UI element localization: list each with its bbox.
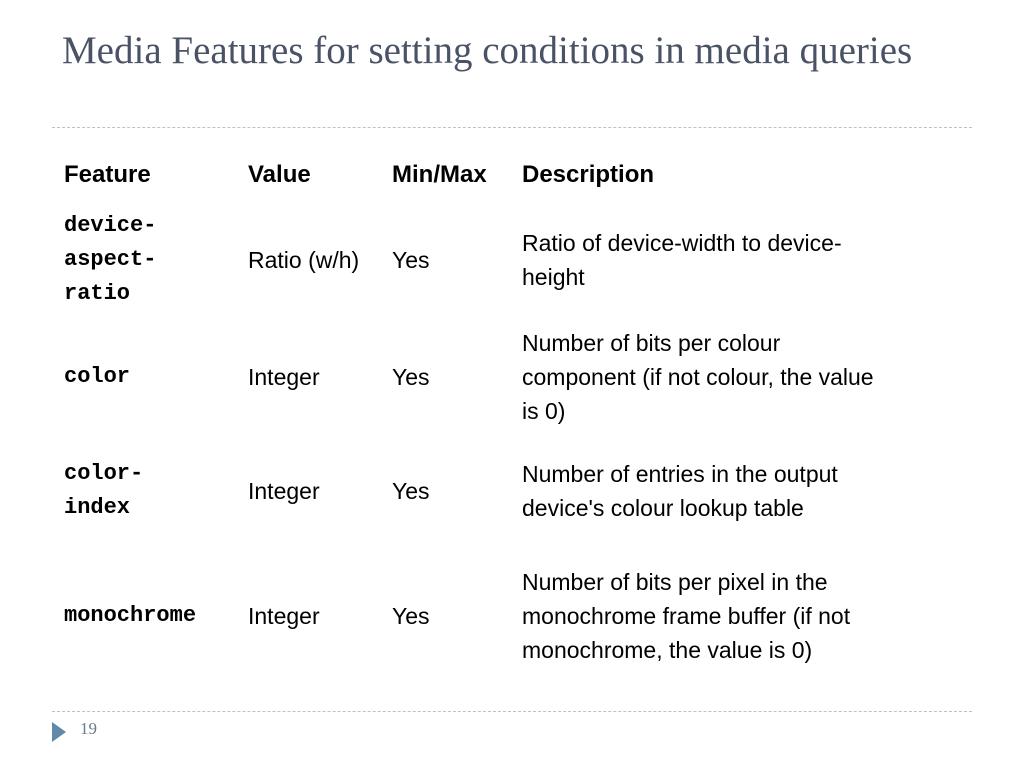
minmax-cell: Yes (392, 478, 430, 504)
table-row (56, 548, 884, 684)
slide-number: 19 (80, 719, 97, 738)
table-row (56, 200, 884, 320)
description-cell: Number of bits per pixel in the monochrome frame buffer (if not monochrome, the value is 0) (522, 569, 851, 663)
header-feature: Feature (64, 161, 151, 188)
feature-cell: device- aspect- ratio (64, 213, 157, 306)
minmax-cell: Yes (392, 364, 430, 390)
value-cell: Integer (248, 478, 320, 504)
title-divider (52, 127, 972, 128)
description-cell: Ratio of device-width to device-height (522, 230, 842, 290)
slide-title: Media Features for setting conditions in media queries (62, 29, 913, 72)
header-description: Description (522, 161, 655, 188)
footer-divider (52, 711, 972, 712)
value-cell: Integer (248, 603, 320, 629)
media-features-table (56, 150, 884, 684)
table-header-row (56, 150, 884, 200)
table-row (56, 434, 884, 548)
header-minmax: Min/Max (392, 161, 487, 188)
feature-cell: color (64, 364, 131, 389)
minmax-cell: Yes (392, 247, 430, 273)
header-value: Value (248, 161, 311, 188)
description-cell: Number of bits per colour component (if not colour, the value is 0) (522, 330, 874, 424)
feature-cell: color- index (64, 461, 144, 520)
table-row (56, 320, 884, 434)
minmax-cell: Yes (392, 603, 430, 629)
value-cell: Ratio (w/h) (248, 247, 360, 273)
value-cell: Integer (248, 364, 320, 390)
feature-cell: monochrome (64, 603, 197, 628)
description-cell: Number of entries in the output device's colour lookup table (522, 461, 838, 521)
triangle-bullet-icon (52, 722, 66, 742)
